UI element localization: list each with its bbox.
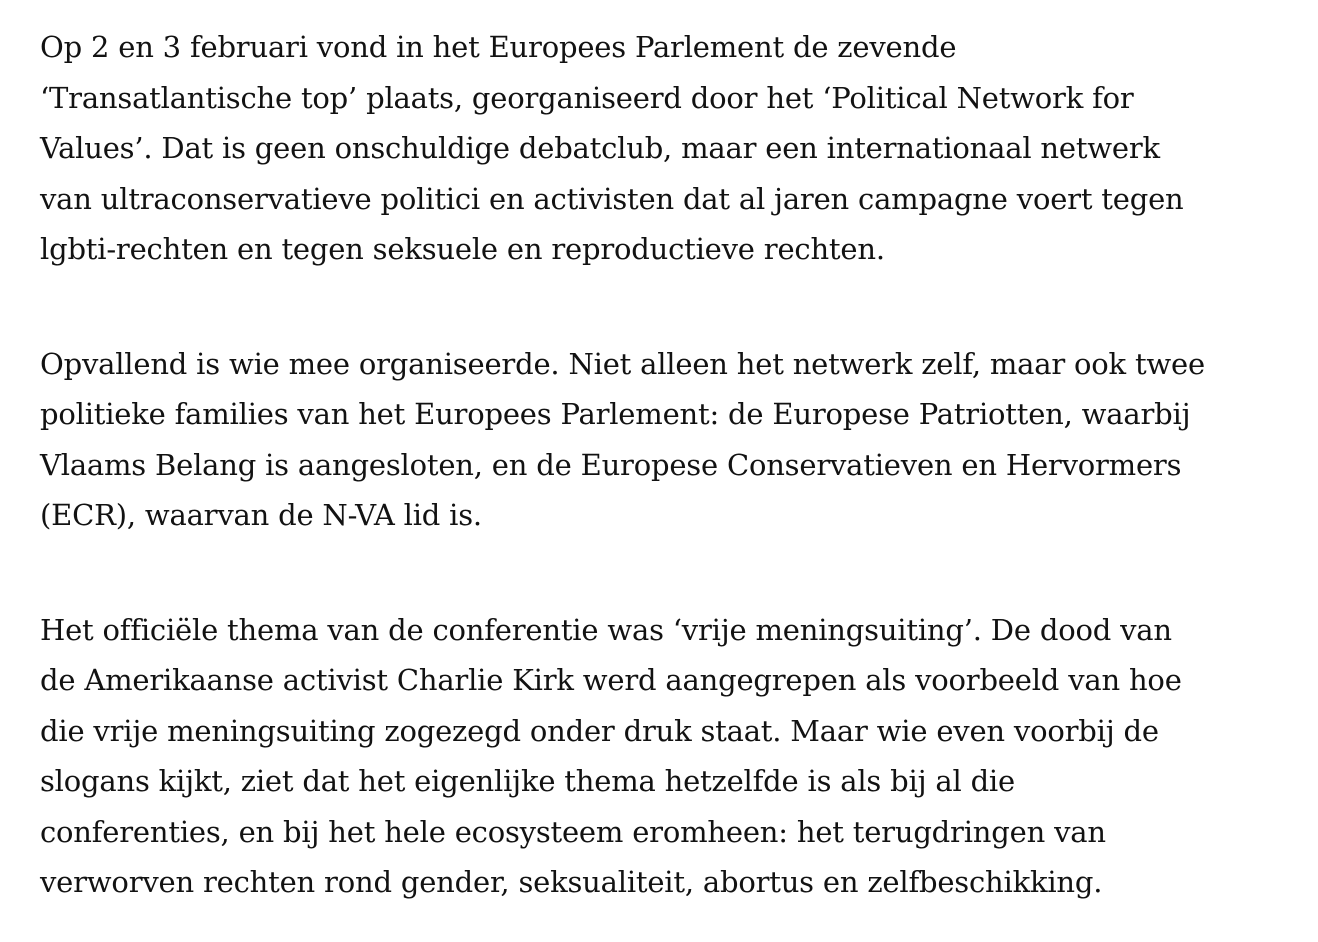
paragraph-line: conferenties, en bij het hele ecosysteem eromheen: het terugdringen van <box>40 814 1106 849</box>
paragraph-line: ‘Transatlantische top’ plaats, georganiseerd door het ‘Political Network for <box>40 80 1134 115</box>
paragraph-line: de Amerikaanse activist Charlie Kirk werd aangegrepen als voorbeeld van hoe <box>40 663 1182 697</box>
paragraph-3 <box>40 605 1310 908</box>
paragraph-line: slogans kijkt, ziet dat het eigenlijke thema hetzelfde is als bij al die <box>40 764 1015 798</box>
paragraph-line: politieke families van het Europees Parlement: de Europese Patriotten, waarbij <box>40 397 1191 431</box>
paragraph-line: Het officiële thema van de conferentie was ‘vrije meningsuiting’. De dood van <box>40 612 1172 647</box>
paragraph-line: (ECR), waarvan de N-VA lid is. <box>40 498 482 532</box>
paragraph-line: verworven rechten rond gender, seksualiteit, abortus en zelfbeschikking. <box>40 865 1103 899</box>
paragraph-line: lgbti-rechten en tegen seksuele en reproductieve rechten. <box>40 232 885 266</box>
paragraph-1 <box>40 22 1310 275</box>
article-body <box>40 22 1310 908</box>
paragraph-line: Op 2 en 3 februari vond in het Europees Parlement de zevende <box>40 30 957 64</box>
paragraph-line: Opvallend is wie mee organiseerde. Niet alleen het netwerk zelf, maar ook twee <box>40 346 1205 381</box>
paragraph-line: Vlaams Belang is aangesloten, en de Europese Conservatieven en Hervormers <box>40 447 1182 482</box>
paragraph-line: van ultraconservatieve politici en activisten dat al jaren campagne voert tegen <box>40 181 1184 216</box>
paragraph-line: die vrije meningsuiting zogezegd onder druk staat. Maar wie even voorbij de <box>40 713 1159 748</box>
paragraph-2 <box>40 339 1310 541</box>
paragraph-line: Values’. Dat is geen onschuldige debatclub, maar een internationaal netwerk <box>40 131 1160 165</box>
